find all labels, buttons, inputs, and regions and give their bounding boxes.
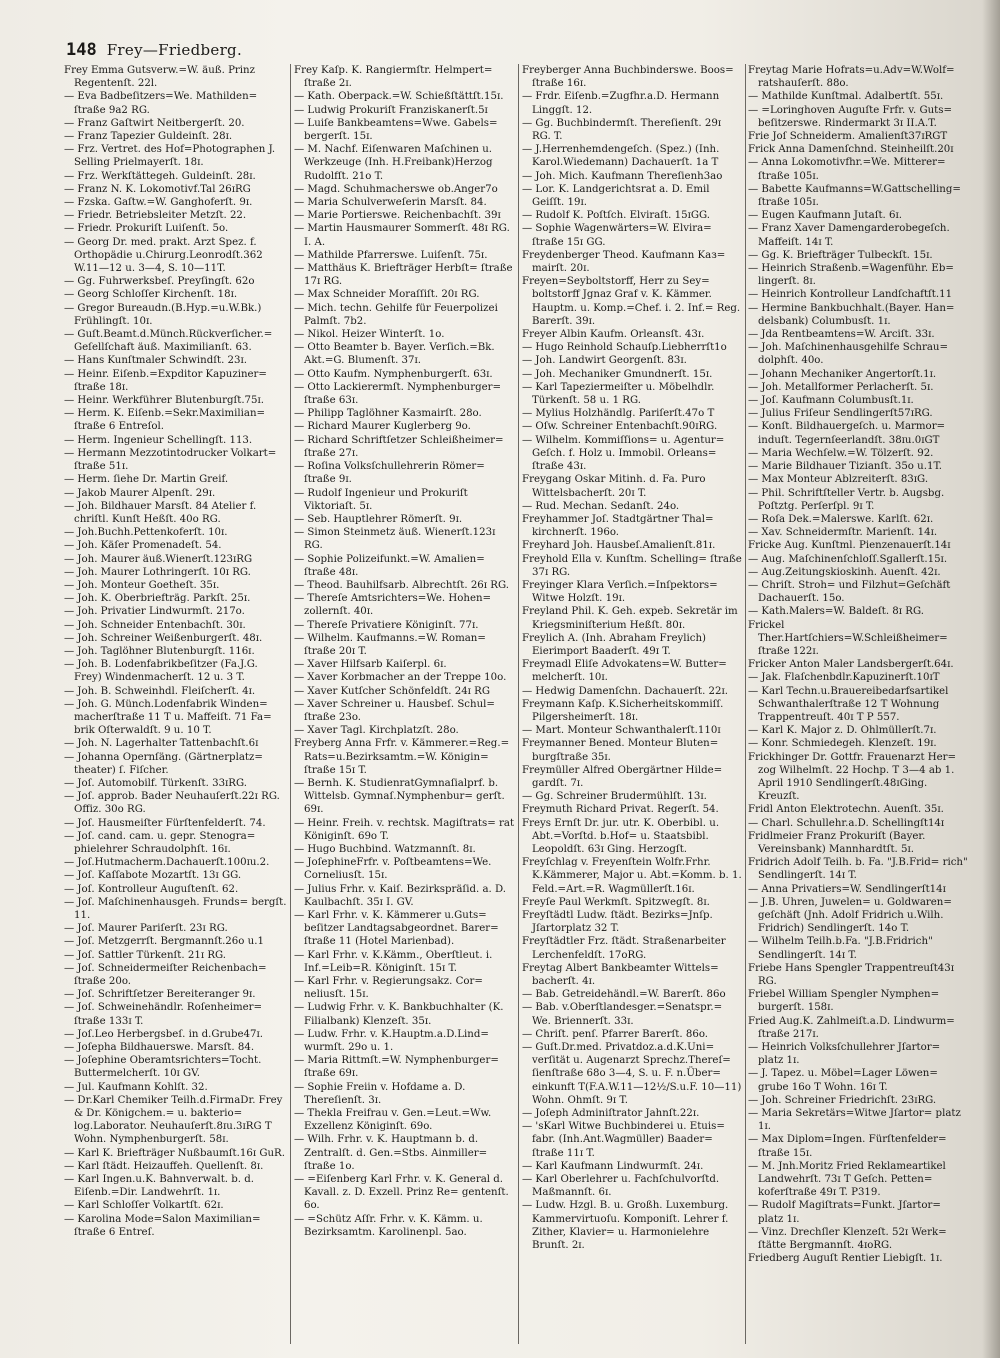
directory-entry: — Joh. Bildhauer Marsſt. 84 Atelier f. chriſtl. Kunſt Heßſt. 40o RG. xyxy=(64,500,257,525)
directory-entry: — Guſt.Dr.med. Privatdoz.a.d.K.Uni= verſität u. Augenarzt Sprechz.Thereſ= ſienſtraße 68o 3—4, S. u. F. n.Über= einkunft T(F.A.W.11—12½/S.u.F. 10—11) Wohn. Ohmſt. 9ɪ T. xyxy=(522,1042,742,1106)
directory-entry: Fricke Aug. Kunſtml. Pienzenauerſt.14ɪ xyxy=(748,540,951,552)
directory-entry: — Dr.Karl Chemiker Teilh.d.FirmaDr. Frey & Dr. Königchem.= u. bakterio= log.Laborator. Neuhauſerſt.8ɪu.3ɪRG T Wohn. Nymphenburgerſt. 58ɪ. xyxy=(64,1094,283,1146)
directory-entry: — Ludw. Frhr. v. K.Hauptm.a.D.Lind= wurmſt. 29o u. 1. xyxy=(294,1028,489,1054)
directory-entry: — Joh. Landwirt Georgenſt. 83ɪ. xyxy=(522,355,687,367)
directory-entry: Friebel William Spengler Nymphen= burgerſt. 158ɪ. xyxy=(748,989,940,1014)
directory-entry: — Joh. Käſer Promenadeſt. 54. xyxy=(64,540,222,552)
directory-entry: — Otto Beamter b. Bayer. Verſich.=Bk. Akt.=G. Blumenſt. 37ɪ. xyxy=(294,342,495,367)
directory-entry: — Xaver Korbmacher an der Treppe 10o. xyxy=(294,672,507,684)
directory-entry: — Johann Mechaniker Angertorſt.1ɪ. xyxy=(748,368,937,380)
directory-entry: — Karl K. Major z. D. Ohlmüllerſt.7ɪ. xyxy=(748,725,937,737)
directory-entry: Freyberger Anna Buchbinderswe. Boos= ſtraße 16ɪ. xyxy=(522,65,734,90)
directory-entry: — Herm. ſiehe Dr. Martin Greif. xyxy=(64,474,229,486)
directory-entry: Freyhard Joh. Hausbeſ.Amalienſt.81ɪ. xyxy=(522,540,716,552)
directory-entry: — Mart. Monteur Schwanthalerſt.110ɪ xyxy=(522,725,721,737)
directory-entry: — =Eiſenberg Karl Frhr. v. K. General d. Kavall. z. D. Exzell. Prinz Re= gentenſt. 6o. xyxy=(294,1174,509,1212)
directory-entry: Frick Anna Damenſchnd. Steinheilſt.20ɪ xyxy=(748,144,954,156)
directory-entry: — Hans Kunſtmaler Schwindſt. 23ɪ. xyxy=(64,355,248,367)
directory-entry: — Gg. K. Briefträger Tulbeckſt. 15ɪ. xyxy=(748,249,933,261)
directory-entry: — Heinrich Kontrolleur Landſchaftſt.11 xyxy=(748,289,953,301)
directory-entry: — Otto Lackierermſt. Nymphenburger= ſtraße 63ɪ. xyxy=(294,381,502,407)
directory-entry: — Joſ. Schriftſetzer Bereiteranger 9ɪ. xyxy=(64,989,256,1001)
directory-entry: — Hermann Mezzotintodrucker Volkart= ſtraße 51ɪ. xyxy=(64,447,277,473)
directory-entry: — Joh. Mechaniker Gmundnerſt. 15ɪ. xyxy=(522,368,713,380)
directory-entry: — Chriſt. Stroh= und Filzhut=Geſchäft Dachauerſt. 15o. xyxy=(748,579,951,605)
directory-entry: Friedberg Auguſt Rentier Liebigſt. 1ɪ. xyxy=(748,1253,943,1265)
directory-entry: — Friedr. Betriebsleiter Metzſt. 22. xyxy=(64,210,247,222)
directory-entry: — J. Tapez. u. Möbel=Lager Löwen= grube 16o T Wohn. 16ɪ T. xyxy=(748,1068,938,1093)
directory-entry: — Mylius Holzhändlg. Pariſerſt.47o T xyxy=(522,408,715,420)
directory-entry: Freyinger Klara Verſich.=Inſpektors= Witwe Holzſt. 19ɪ. xyxy=(522,579,718,605)
directory-entry: — Joſ. Maſchinenhausgeh. Frunds= bergſt. 11. xyxy=(64,896,287,921)
directory-entry: — Herm. Ingenieur Schellingſt. 113. xyxy=(64,434,253,446)
directory-entry: Freymüller Alfred Obergärtner Hilde= gardſt. 7ɪ. xyxy=(522,764,723,789)
directory-entry: — Joſ. approb. Bader Neuhauſerſt.22ɪ RG. Offiz. 30o RG. xyxy=(64,791,280,816)
directory-entry: — Jakob Maurer Alpenſt. 29ɪ. xyxy=(64,487,216,499)
directory-entry: — Bab. Getreidehändl.=W. Barerſt. 86o xyxy=(522,989,726,1001)
directory-entry: — Wilhelm. Kommiſſions= u. Agentur= Geſch. f. Holz u. Immobil. Orleans= ſtraße 43ɪ. xyxy=(522,434,725,473)
running-head: Frey—Friedberg. xyxy=(106,41,243,59)
directory-entry: — Magd. Schuhmacherswe ob.Anger7o xyxy=(294,183,498,195)
directory-entry: — Max Schneider Moraſſiſt. 20ɪ RG. xyxy=(294,289,480,301)
directory-entry: — Wilhelm Teilh.b.Fa. "J.B.Fridrich" Sendlingerſt. 14ɪ T. xyxy=(748,936,933,961)
directory-entry: Freyſtädtl Ludw. ſtädt. Bezirks=Jnſp. Jſartorplatz 32 T. xyxy=(522,910,713,935)
directory-entry: — Oſw. Schreiner Entenbachſt.90ɪRG. xyxy=(522,421,718,433)
directory-entry: — Joh. Privatier Lindwurmſt. 217o. xyxy=(64,606,245,618)
directory-entry: — Martin Hausmaurer Sommerſt. 48ɪ RG. I. A. xyxy=(294,223,510,248)
directory-entry: — Bab. v.Oberſtlandesger.=Senatspr.= We. Briennerſt. 33ɪ. xyxy=(522,1002,723,1027)
directory-entry: — Karl Frhr. v. K. Kämmerer u.Guts= beſitzer Landtagsabgeordnet. Barer= ſtraße 11 (Hotel Marienbad). xyxy=(294,910,499,948)
directory-entry: — Theod. Bauhilfsarb. Albrechtſt. 26ɪ RG. xyxy=(294,579,509,591)
directory-entry: — Karl Frhr. v. Regierungsakz. Cor= neliusſt. 15ɪ. xyxy=(294,976,483,1001)
directory-entry: — Hermine Bankbuchhalt.(Bayer. Han= delsbank) Columbusſt. 1ɪ. xyxy=(748,302,955,327)
directory-entry: — Mathilde Kunſtmal. Adalbertſt. 55ɪ. xyxy=(748,91,944,103)
directory-entry: — Aug. Maſchinenſchloſſ.Sgallerſt.15ɪ. xyxy=(748,553,948,565)
directory-entry: Freyland Phil. K. Geh. expeb. Sekretär im Kriegsminiſterium Heßſt. 80ɪ. xyxy=(522,606,738,631)
directory-entry: — Mathilde Pfarrerswe. Luiſenſt. 75ɪ. xyxy=(294,249,488,261)
directory-entry: — Karl ſtädt. Heizauffeh. Quellenſt. 8ɪ. xyxy=(64,1160,264,1172)
directory-entry: — Maria Sekretärs=Witwe Jſartor= platz 1ɪ. xyxy=(748,1108,961,1133)
directory-entry: — Karl Tapeziermeiſter u. Möbelhdlr. Türkenſt. 58 u. 1 RG. xyxy=(522,381,715,407)
directory-entry: — Gg. Buchbindermſt. Thereſienſt. 29ɪ RG. T. xyxy=(522,117,722,143)
directory-entry: — Joh. Maurer äuß.Wienerſt.123ɪRG xyxy=(64,553,253,565)
column-4 xyxy=(748,64,968,1344)
directory-entry: — Franz Gaſtwirt Neitbergerſt. 20. xyxy=(64,117,245,129)
directory-entry: Freylich A. (Inh. Abraham Freylich) Eierimport Baaderſt. 49ɪ T. xyxy=(522,632,707,657)
directory-entry: — Xaver Hilfsarb Kaiſerpl. 6ɪ. xyxy=(294,659,447,671)
directory-entry: — Wilh. Frhr. v. K. Hauptmann b. d. Zentralſt. d. Gen.=Stbs. Ainmiller= ſtraße 1o. xyxy=(294,1134,488,1172)
directory-entry: — Joſepha Bildhauerswe. Marsſt. 84. xyxy=(64,1042,255,1054)
directory-entry: — Ludwig Frhr. v. K. Bankbuchhalter (K. Filialbank) Klenzeſt. 35ɪ. xyxy=(294,1002,504,1027)
directory-entry: — Joſ. Kaufmann Columbusſt.1ɪ. xyxy=(748,395,914,407)
directory-entry: — Sophie Polizeifunkt.=W. Amalien= ſtraße 48ɪ. xyxy=(294,553,485,578)
directory-entry: Fridl Anton Elektrotechn. Auenſt. 35ɪ. xyxy=(748,804,944,816)
directory-entry: — Aug.Zeitungskioskinh. Auenſt. 42ɪ. xyxy=(748,566,941,578)
directory-entry: — Simon Steinmetz äuß. Wienerſt.123ɪ RG. xyxy=(294,527,496,552)
directory-entry: — Chriſt. penſ. Pfarrer Barerſt. 86o. xyxy=(522,1028,709,1040)
directory-entry: — Guſt.Beamt.d.Münch.Rückverſicher.= Geſellſchaft äuß. Maximilianſt. 63. xyxy=(64,329,273,354)
directory-entry: — Xaver Schreiner u. Hausbeſ. Schul= ſtraße 23o. xyxy=(294,698,495,723)
directory-entry: — Heinr. Freih. v. rechtsk. Magiſtrats= rat Königinſt. 69o T. xyxy=(294,817,515,842)
directory-entry: — =Loringhoven Auguſte Frfr. v. Guts= beſitzerswe. Rindermarkt 3ɪ II.A.T. xyxy=(748,104,952,129)
directory-entry: — Heinrich Volksſchullehrer Jſartor= platz 1ɪ. xyxy=(748,1042,941,1067)
directory-entry: — Frdr. Eiſenb.=Zugfhr.a.D. Hermann Linggſt. 12. xyxy=(522,91,720,116)
directory-entry: — Franz Tapezier Guldeinſt. 28ɪ. xyxy=(64,131,233,143)
column-3 xyxy=(522,64,742,1344)
directory-entry: Freyberg Anna Frfr. v. Kämmerer.=Reg.= Rats=u.Bezirksamtm.=W. Königin= ſtraße 15ɪ T. xyxy=(294,738,510,776)
directory-entry: Freydenberger Theod. Kaufmann Kaз= mairſt. 20ɪ. xyxy=(522,249,726,275)
directory-entry: — Franz N. K. Lokomotivf.Tal 26ɪRG xyxy=(64,183,251,195)
directory-entry: — Babette Kaufmanns=W.Gattschelling= ſtraße 105ɪ. xyxy=(748,183,961,209)
directory-entry: — Richard Maurer Kuglerberg 9o. xyxy=(294,421,471,433)
directory-entry: — Karl Frhr. v. K.Kämm., Oberſtleut. i. Inf.=Leib=R. Königinſt. 15ɪ T. xyxy=(294,949,493,974)
directory-entry: — Joſ. Automobilf. Türkenſt. 33ɪRG. xyxy=(64,777,247,789)
directory-entry: — Georg Dr. med. prakt. Arzt Spez. f. Orthopädie u.Chirurg.Leonrodſt.362 W.11—12 u. 3—4, S. 10—11T. xyxy=(64,236,263,275)
directory-entry: — Seb. Hauptlehrer Römerſt. 9ɪ. xyxy=(294,513,463,525)
directory-entry: Freyſchlag v. Freyenſtein Wolfr.Frhr. K.Kämmerer, Major u. Abt.=Komm. b. 1. Feld.=Art.=R. Wagmüllerſt.16ɪ. xyxy=(522,857,742,895)
directory-entry: — Rudolf Ingenieur und Prokuriſt Viktoriaſt. 5ɪ. xyxy=(294,487,468,512)
directory-entry: — Marie Portierswe. Reichenbachſt. 39ɪ xyxy=(294,210,501,222)
directory-entry: — Roſa Dek.=Malerswe. Karlſt. 62ɪ. xyxy=(748,513,934,525)
directory-entry: — Joh. Maurer Lothringerſt. 10ɪ RG. xyxy=(64,566,251,578)
directory-entry: Freyer Albin Kaufm. Orleansſt. 43ɪ. xyxy=(522,329,705,341)
directory-entry: Fridrich Adolf Teilh. b. Fa. "J.B.Frid= rich" Sendlingerſt. 14ɪ T. xyxy=(748,857,968,882)
directory-entry: — Konr. Schmiedegeh. Klenzeſt. 19ɪ. xyxy=(748,738,937,750)
directory-entry: — Joh. Maſchinenhausgehilfe Schrau= dolphſt. 40o. xyxy=(748,342,949,367)
directory-entry: — Maria Schulverweſerin Marsſt. 84. xyxy=(294,197,487,209)
directory-entry: — Rudolf Magiſtrats=Funkt. Jſartor= platz 1ɪ. xyxy=(748,1200,941,1225)
directory-entry: — Joh. Schneider Entenbachſt. 30ɪ. xyxy=(64,619,246,631)
directory-entry: — Hugo Buchbind. Watzmannſt. 8ɪ. xyxy=(294,843,476,855)
directory-entry: — Max Monteur Ablzreiterſt. 83ɪG. xyxy=(748,474,929,486)
directory-entry: — Matthäus K. Briefträger Herbſt= ſtraße 17ɪ RG. xyxy=(294,263,513,288)
directory-entry: Fridlmeier Franz Prokuriſt (Bayer. Vereinsbank) Mannhardtſt. 5ɪ. xyxy=(748,830,926,855)
directory-entry: — Joh. B. Schweinhdl. Fleiſcherſt. 4ɪ. xyxy=(64,685,256,697)
directory-entry: — Heinr. Eiſenb.=Expditor Kapuziner= ſtraße 18ɪ. xyxy=(64,368,267,393)
directory-entry: — Richard Schriftſetzer Schleißheimer= ſtraße 27ɪ. xyxy=(294,434,504,459)
directory-entry: — Karl Oberlehrer u. Fachſchulvorſtd. Maßmannſt. 6ɪ. xyxy=(522,1174,720,1199)
directory-entry: — Karolina Mode=Salon Maximilian= ſtraße 6 Entreſ. xyxy=(64,1213,261,1238)
directory-entry: — Joh. Schreiner Friedrichſt. 23ɪRG. xyxy=(748,1094,937,1106)
directory-entry: — Joh. B. Lodenfabrikbeſitzer (Fa.J.G. Frey) Windenmacherſt. 12 u. 3 T. xyxy=(64,659,258,684)
directory-entry: — Hedwig Damenſchn. Dachauerſt. 22ɪ. xyxy=(522,685,729,697)
directory-entry: — M. Jnh.Moritz Fried Reklameartikel Landwehrſt. 73ɪ T Geſch. Petten= koferſtraße 49ɪ T. P319. xyxy=(748,1160,946,1199)
column-divider xyxy=(518,64,519,1344)
directory-entry: — Frz. Vertret. des Hof=Photographen J. Selling Prielmayerſt. 18ɪ. xyxy=(64,144,276,169)
directory-entry: — Xaver Kutſcher Schönfeldſt. 24ɪ RG xyxy=(294,685,490,697)
directory-entry: — Joſ. Sattler Türkenſt. 21ɪ RG. xyxy=(64,949,226,961)
directory-entry: — Joſephine Oberamtsrichters=Tocht. Buttermelcherſt. 10ɪ GV. xyxy=(64,1055,262,1080)
directory-entry: — Joh. G. Münch.Lodenfabrik Winden= macherſtraße 11 T u. Maffeiſt. 71 Fa= brik Oſterwaldſt. 9 u. 10 T. xyxy=(64,698,272,737)
directory-entry: — Heinrich Straßenb.=Wagenführ. Eb= lingerſt. 8ɪ. xyxy=(748,263,954,288)
directory-entry: — Phil. Schriftſteller Vertr. b. Augsbg. Poſtztg. Perſerſpl. 9ɪ T. xyxy=(748,487,945,512)
column-divider xyxy=(290,64,291,1344)
directory-entry: — Joh. K. Oberbriefträg. Parkſt. 25ɪ. xyxy=(64,593,251,605)
directory-entry: — Anna Lokomotivfhr.=We. Mitterer= ſtraße 105ɪ. xyxy=(748,157,946,182)
directory-entry: — Gg. Schreiner Brudermühlſt. 13ɪ. xyxy=(522,791,707,803)
directory-columns xyxy=(64,64,968,1344)
directory-entry: — Karl K. Briefträger Nußbaumſt.16ɪ GuR. xyxy=(64,1147,285,1159)
column-2 xyxy=(294,64,516,1344)
directory-entry: — Otto Kaufm. Nymphenburgerſt. 63ɪ. xyxy=(294,368,493,380)
directory-entry: Fried Aug.K. Zahlmeiſt.a.D. Lindwurm= ſtraße 217ɪ. xyxy=(748,1015,955,1040)
directory-entry: — J.B. Uhren, Juwelen= u. Goldwaren= geſchäft (Jnh. Adolf Fridrich u.Wilh. Fridrich) Sendlingerſt. 14o T. xyxy=(748,896,952,935)
directory-entry: Freyſe Paul Werkmſt. Spitzwegſt. 8ɪ. xyxy=(522,896,710,908)
directory-entry: — Jda Rentbeamtens=W. Arciſt. 33ɪ. xyxy=(748,329,935,341)
directory-entry: — Franz Xaver Damengarderobegeſch. Maffeiſt. 14ɪ T. xyxy=(748,223,950,248)
directory-entry: — Xaver Tagl. Kirchplatzſt. 28o. xyxy=(294,725,459,737)
directory-entry: — Joſ.Hutmacherm.Dachauerſt.100ɪu.2. xyxy=(64,857,270,869)
directory-entry: — Kath. Oberpack.=W. Schießſtättſt.15ɪ. xyxy=(294,91,504,103)
directory-entry: — Thereſe Privatiere Königinſt. 77ɪ. xyxy=(294,619,479,631)
directory-entry: — Konſt. Bildhauergeſch. u. Marmor= induſt. Tegernſeerlandſt. 38ɪu.0ɪGT xyxy=(748,421,946,446)
directory-entry: — Joh. Mich. Kaufmann Thereſienh3ao xyxy=(522,170,723,182)
directory-entry: — Maria Wechſelw.=W. Tölzerſt. 92. xyxy=(748,447,934,459)
directory-entry: — Joſ. Hausmeiſter Fürſtenfelderſt. 74. xyxy=(64,817,266,829)
directory-entry: — Joſ. Maurer Pariſerſt. 23ɪ RG. xyxy=(64,923,228,935)
directory-entry: — Nikol. Heizer Winterſt. 1o. xyxy=(294,329,445,341)
directory-entry: Freyſtädtler Frz. ſtädt. Straßenarbeiter Lerchenfeldſt. 17oRG. xyxy=(522,936,726,961)
directory-entry: — Joſ. Schweinehändlr. Roſenheimer= ſtraße 133ɪ T. xyxy=(64,1002,263,1027)
directory-entry: Freys Ernſt Dr. jur. utr. K. Oberbibl. u. Abt.=Vorſtd. b.Hof= u. Staatsbibl. Leopoldſt. 63ɪ Ging. Herzogſt. xyxy=(522,817,720,855)
directory-entry: — Joh.Buchh.Pettenkoferſt. 10ɪ. xyxy=(64,527,228,539)
directory-entry: — Roſina Volksſchullehrerin Römer= ſtraße 9ɪ. xyxy=(294,461,485,486)
directory-entry: — Jul. Kaufmann Kohlſt. 32. xyxy=(64,1081,208,1093)
directory-entry: — Philipp Taglöhner Kaзmairſt. 28o. xyxy=(294,408,482,420)
directory-entry: — Joh. Metallformer Perlacherſt. 5ɪ. xyxy=(748,381,934,393)
directory-entry: — Julius Frhr. v. Kaiſ. Bezirkspräſid. a. D. Kaulbachſt. 35ɪ I. GV. xyxy=(294,883,507,908)
directory-entry: — Karl Schloſſer Volkartſt. 62ɪ. xyxy=(64,1200,224,1212)
directory-entry: Freyhold Ella v. Kunſtm. Schelling= ſtraße 37ɪ RG. xyxy=(522,553,742,578)
directory-entry: Frickel Ther.Hartſchiers=W.Schleißheimer= ſtraße 122ɪ. xyxy=(748,619,948,657)
directory-entry: — Joſ.Leo Herbergsbeſ. in d.Grube47ɪ. xyxy=(64,1028,263,1040)
directory-entry: Frickhinger Dr. Gottfr. Frauenarzt Her= zog Wilhelmſt. 22 Hochp. T 3—4 ab 1. April 1910 Sendlingerſt.48ɪGing. Kreuzſt. xyxy=(748,751,957,803)
directory-entry: — Ludwig Prokuriſt Franziskanerſt.5ɪ xyxy=(294,104,488,116)
directory-entry: — Friedr. Prokuriſt Luiſenſt. 5o. xyxy=(64,223,229,235)
directory-entry: — Joſ. Kontrolleur Auguſtenſt. 62. xyxy=(64,883,239,895)
directory-entry: — Marie Bildhauer Tizianſt. 35o u.1T. xyxy=(748,461,942,473)
directory-entry: — JoſephineFrfr. v. Poſtbeamtens=We. Corneliusſt. 15ɪ. xyxy=(294,857,492,882)
directory-entry: — Anna Privatiers=W. Sendlingerſt14ɪ xyxy=(748,883,946,895)
directory-entry: — Luiſe Bankbeamtens=Wwe. Gabels= bergerſt. 15ɪ. xyxy=(294,117,498,143)
page-header xyxy=(66,40,242,66)
directory-entry: — Rud. Mechan. Sedanſt. 24o. xyxy=(522,500,680,512)
directory-entry: — Rudolf K. Poſtſch. Elviraſt. 15ɪGG. xyxy=(522,210,710,222)
directory-entry: — =Schütz Aſſr. Frhr. v. K. Kämm. u. Bezirksamtm. Karolinenpl. 5ao. xyxy=(294,1213,483,1238)
directory-entry: — Joh. Monteur Goetheſt. 35ɪ. xyxy=(64,579,220,591)
directory-entry: — Vinz. Drechſler Klenzeſt. 52ɪ Werk= ſtätte Bergmannſt. 4ɪoRG. xyxy=(748,1226,947,1252)
directory-entry: — Joſeph Adminiſtrator Jahnſt.22ɪ. xyxy=(522,1108,700,1120)
directory-entry: Fricker Anton Maler Landsbergerſt.64ɪ. xyxy=(748,659,954,671)
directory-entry: — Fzska. Gaſtw.=W. Ganghoferſt. 9ɪ. xyxy=(64,197,253,209)
directory-entry: — Thekla Freifrau v. Gen.=Leut.=Ww. Exzellenz Königinſt. 69o. xyxy=(294,1108,492,1133)
directory-entry: — Mich. techn. Gehilfe für Feuerpolizei Palmſt. 7b2. xyxy=(294,302,498,327)
directory-entry: — M. Nachf. Eiſenwaren Maſchinen u. Werkzeuge (Inh. H.Freibank)Herzog Rudolfſt. 21o T. xyxy=(294,144,493,182)
directory-entry: — Joſ. cand. cam. u. gepr. Stenogra= phielehrer Schraudolphſt. 16ɪ. xyxy=(64,830,256,855)
directory-entry: — Karl Kaufmann Lindwurmſt. 24ɪ. xyxy=(522,1160,704,1172)
directory-entry: Freytag Albert Bankbeamter Wittels= bacherſt. 4ɪ. xyxy=(522,962,719,988)
page-number: 148 xyxy=(66,40,97,60)
directory-entry: Freymanner Bened. Monteur Bluten= burgſtraße 35ɪ. xyxy=(522,738,719,763)
directory-entry: — Kath.Malers=W. Baldeſt. 8ɪ RG. xyxy=(748,606,924,618)
directory-entry: — Thereſe Amtsrichters=We. Hohen= zollernſt. 40ɪ. xyxy=(294,593,492,618)
directory-entry: — Hugo Reinhold Schauſp.Liebherrſt1o xyxy=(522,342,727,354)
directory-entry: Freymuth Richard Privat. Regerſt. 54. xyxy=(522,804,719,816)
directory-entry: — J.Herrenhemdengeſch. (Spez.) (Inh. Karol.Wiedemann) Dachauerſt. 1a T xyxy=(522,144,720,169)
column-1 xyxy=(64,64,288,1344)
directory-entry: — Julius Friſeur Sendlingerſt57ɪRG. xyxy=(748,408,933,420)
directory-entry: — Georg Schloſſer Kirchenſt. 18ɪ. xyxy=(64,289,238,301)
directory-entry: — 'sKarl Witwe Buchbinderei u. Etuis= fabr. (Inh.Ant.Wagmüller) Baader= ſtraße 11ɪ T. xyxy=(522,1121,725,1159)
directory-entry: — Sophie Freiin v. Hofdame a. D. Thereſienſt. 3ɪ. xyxy=(294,1081,466,1106)
directory-entry: — Joſ. Schneidermeiſter Reichenbach= ſtraße 20o. xyxy=(64,962,267,988)
directory-entry: Frey Kaſp. K. Rangiermſtr. Helmpert= ſtraße 2ɪ. xyxy=(294,65,493,90)
directory-entry: — Sophie Wagenwärters=W. Elvira= ſtraße 15ɪ GG. xyxy=(522,223,712,248)
directory-entry: — Jak. Flaſchenbdlr.Kapuzinerſt.10ɪT xyxy=(748,672,940,684)
directory-entry: — Frz. Werkſtättegeh. Guldeinſt. 28ɪ. xyxy=(64,170,256,182)
directory-entry: — Gg. Fuhrwerksbeſ. Preyſingſt. 62o xyxy=(64,276,255,288)
directory-entry: — Eugen Kaufmann Jutaſt. 6ɪ. xyxy=(748,210,903,222)
directory-entry: — Joh. Schreiner Weißenburgerſt. 48ɪ. xyxy=(64,632,263,644)
directory-entry: — Bernh. K. StudienratGymnaſialprf. b. Wittelsb. Gymnaſ.Nymphenbur= gerſt. 69ɪ. xyxy=(294,777,505,816)
directory-entry: — Joh. N. Lagerhalter Tattenbachſt.6ɪ xyxy=(64,738,259,750)
directory-entry: — Charl. Schullehr.a.D. Schellingſt14ɪ xyxy=(748,817,945,829)
directory-entry: Friebe Hans Spengler Trappentreuſt43ɪ RG. xyxy=(748,962,955,988)
directory-entry: — Johanna Opernſäng. (Gärtnerplatz= theater) ſ. Fiſcher. xyxy=(64,751,263,776)
directory-entry: Freymann Kaſp. K.Sicherheitskommiſſ. Pilgersheimerſt. 18ɪ. xyxy=(522,698,724,723)
directory-entry: — Maria Rittmſt.=W. Nymphenburger= ſtraße 69ɪ. xyxy=(294,1055,499,1080)
directory-entry: Freyen=Seyboltstorff, Herr zu Sey= boltstorff Jgnaz Graf v. K. Kämmer. Hauptm. u. Komp.=Chef. i. 2. Inf.= Reg. Barerſt. 39ɪ. xyxy=(522,276,741,327)
directory-entry: — Wilhelm. Kaufmanns.=W. Roman= ſtraße 20ɪ T. xyxy=(294,632,486,657)
directory-entry: — Ludw. Hzgl. B. u. Großh. Luxemburg. Kammervirtuoſu. Komponiſt. Lehrer f. Zither, Klavier= u. Harmonielehre Brunſt. 2ɪ. xyxy=(522,1200,729,1252)
directory-entry: Freygang Oskar Mitinh. d. Fa. Puro Wittelsbacherſt. 20ɪ T. xyxy=(522,474,706,499)
directory-entry: — Heinr. Werkführer Blutenburgſt.75ɪ. xyxy=(64,395,265,407)
directory-entry: Frie Joſ Schneiderm. Amalienſt37ɪRGT xyxy=(748,131,948,143)
directory-entry: — Gregor Bureaudn.(B.Hyp.=u.W.Bk.) Frühlingſt. 10ɪ. xyxy=(64,302,262,327)
directory-entry: — Joſ. Kaſſabote Mozartſt. 13ɪ GG. xyxy=(64,870,242,882)
directory-entry: — Herm. K. Eiſenb.=Sekr.Maximilian= ſtraße 6 Entreſol. xyxy=(64,408,266,433)
directory-entry: Frey Emma Gutsverw.=W. äuß. Prinz Regentenſt. 22l. xyxy=(64,65,255,90)
directory-entry: — Lor. K. Landgerichtsrat a. D. Emil Geiſſt. 19ɪ. xyxy=(522,183,710,209)
directory-entry: — Joſ. Metzgerrſt. Bergmannſt.26o u.1 xyxy=(64,936,264,948)
directory-entry: Freyhammer Joſ. Stadtgärtner Thal= kirchnerſt. 196o. xyxy=(522,513,714,539)
page-fold-shadow xyxy=(982,0,1000,1358)
directory-entry: — Eva Badbeſitzers=We. Mathilden= ſtraße 9a2 RG. xyxy=(64,91,258,116)
directory-entry: — Max Diplom=Ingen. Fürſtenfelder= ſtraße 15ɪ. xyxy=(748,1134,947,1159)
directory-entry: Freytag Marie Hofrats=u.Adv=W.Wolf= ratshauſerſt. 88o. xyxy=(748,65,955,90)
directory-entry: — Karl Ingen.u.K. Bahnverwalt. b. d. Eiſenb.=Dir. Landwehrſt. 1ɪ. xyxy=(64,1174,255,1199)
directory-entry: — Xav. Schneidermſtr. Marienſt. 14ɪ. xyxy=(748,527,938,539)
directory-entry: Freymadl Eliſe Advokatens=W. Butter= melcherſt. 10ɪ. xyxy=(522,659,727,684)
directory-entry: — Joh. Taglöhner Blutenburgſt. 116ɪ. xyxy=(64,645,255,657)
column-divider xyxy=(745,64,746,1344)
directory-entry: — Karl Techn.u.Brauereibedarfsartikel Schwanthalerſtraße 12 T Wohnung Trappentreuſt. 40ɪ T P 557. xyxy=(748,685,949,723)
